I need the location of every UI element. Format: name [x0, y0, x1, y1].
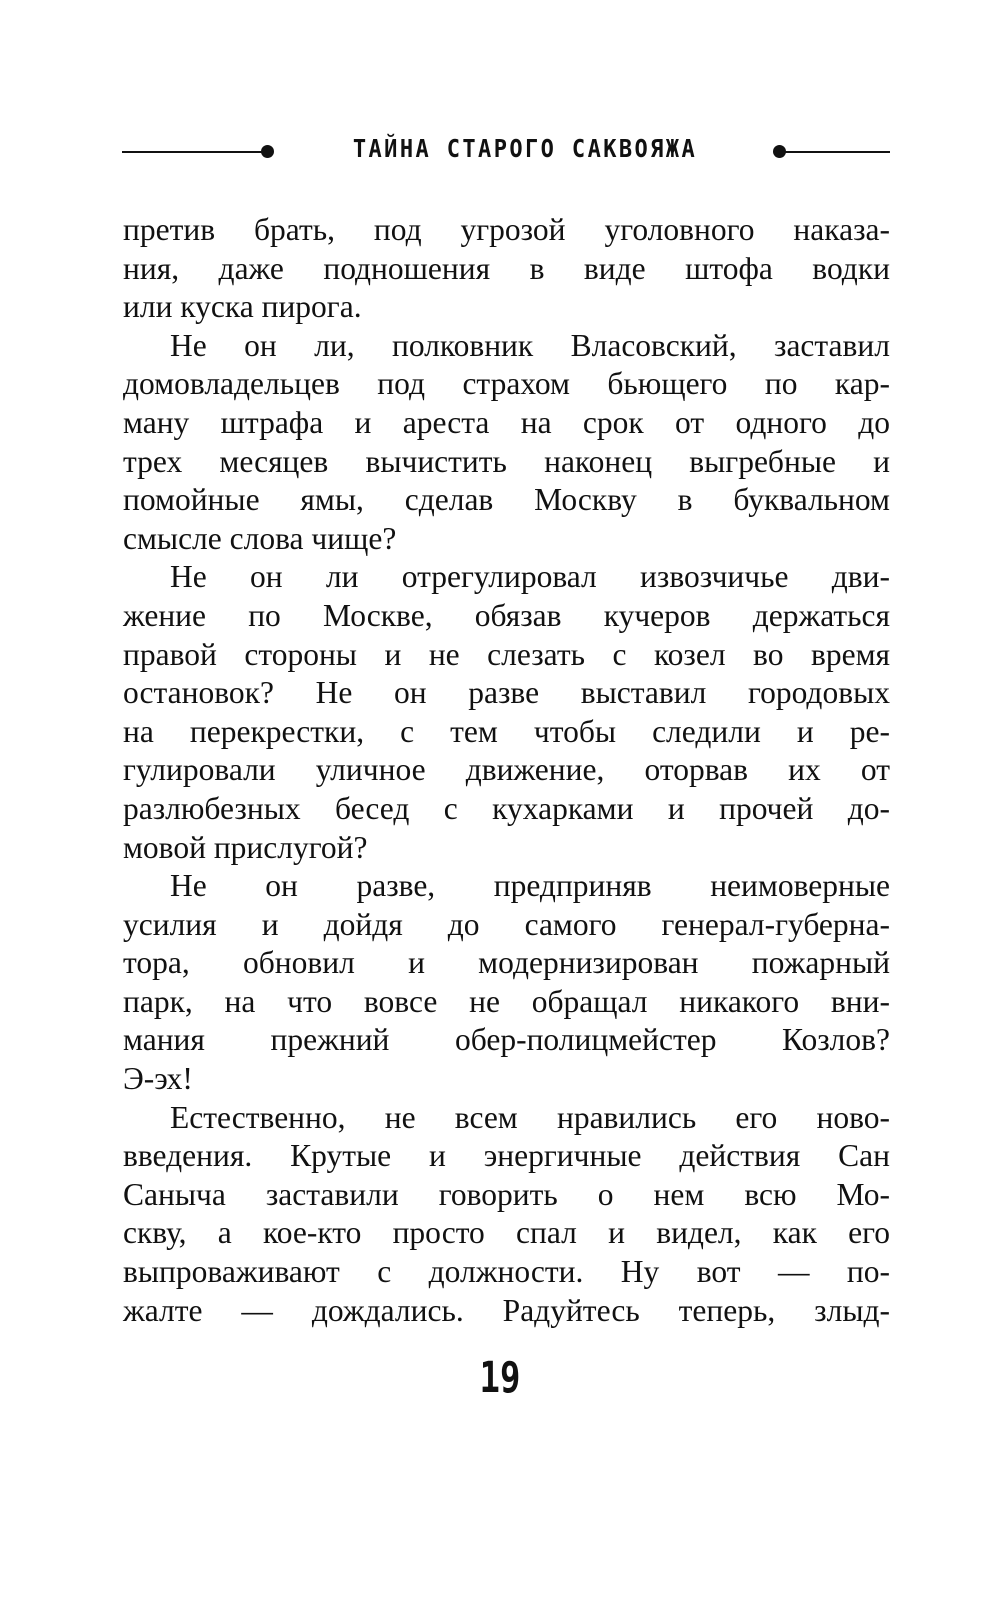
running-header [122, 130, 890, 170]
text-line: Саныча заставили говорить о нем всю Мо- [123, 1176, 890, 1212]
text-line: парк, на что вовсе не обращал никакого вни- [123, 983, 890, 1019]
body-text [123, 211, 890, 1330]
text-line: Не он разве, предприняв неимоверные [170, 868, 890, 904]
text-line: жение по Москве, обязав кучеров держаться [123, 597, 890, 633]
text-line: введения. Крутые и энергичные действия Сан [123, 1138, 890, 1174]
paragraph [123, 1099, 890, 1331]
paragraph [123, 558, 890, 867]
paragraph [123, 327, 890, 559]
text-line: остановок? Не он разве выставил городовых [123, 675, 890, 711]
page-number: 19 [479, 1353, 521, 1403]
running-header-title: ТАЙНА СТАРОГО САКВОЯЖА [352, 135, 698, 164]
paragraph [123, 211, 890, 327]
text-line: Не он ли, полковник Власовский, заставил [170, 327, 890, 363]
text-line: помойные ямы, сделав Москву в буквальном [123, 482, 890, 518]
text-line: Не он ли отрегулировал извозчичье дви- [170, 559, 890, 595]
text-line: Естественно, не всем нравились его ново- [170, 1099, 890, 1135]
text-line: претив брать, под угрозой уголовного наказа- [123, 212, 890, 247]
text-line: на перекрестки, с тем чтобы следили и ре- [123, 713, 890, 749]
text-line: мовой прислугой? [123, 829, 368, 865]
text-line: ния, даже подношения в виде штофа водки [123, 250, 890, 286]
text-line: тора, обновил и модернизирован пожарный [123, 945, 890, 981]
text-line: трех месяцев вычистить наконец выгребные и [123, 443, 890, 479]
text-line: Э-эх! [123, 1061, 193, 1097]
text-line: ману штрафа и ареста на срок от одного до [123, 404, 890, 440]
text-line: гулировали уличное движение, оторвав их от [123, 752, 890, 788]
text-line: смысле слова чище? [123, 520, 397, 556]
header-bullet-left [261, 145, 274, 158]
text-line: усилия и дойдя до самого генерал-губерна- [123, 906, 890, 942]
text-line: скву, а кое-кто просто спал и видел, как его [123, 1215, 890, 1251]
text-line: мания прежний обер-полицмейстер Козлов? [123, 1022, 890, 1058]
text-line: правой стороны и не слезать с козел во время [123, 636, 890, 672]
text-line: жалте — дождались. Радуйтесь теперь, злыд- [123, 1292, 890, 1328]
text-line: или куска пирога. [123, 289, 362, 325]
text-line: разлюбезных бесед с кухарками и прочей до- [123, 790, 890, 826]
header-rule-left [122, 151, 262, 153]
header-rule-right [784, 151, 890, 153]
paragraph [123, 867, 890, 1099]
text-line: домовладельцев под страхом бьющего по кар- [123, 366, 890, 402]
text-line: выпроваживают с должности. Ну вот — по- [123, 1254, 890, 1290]
